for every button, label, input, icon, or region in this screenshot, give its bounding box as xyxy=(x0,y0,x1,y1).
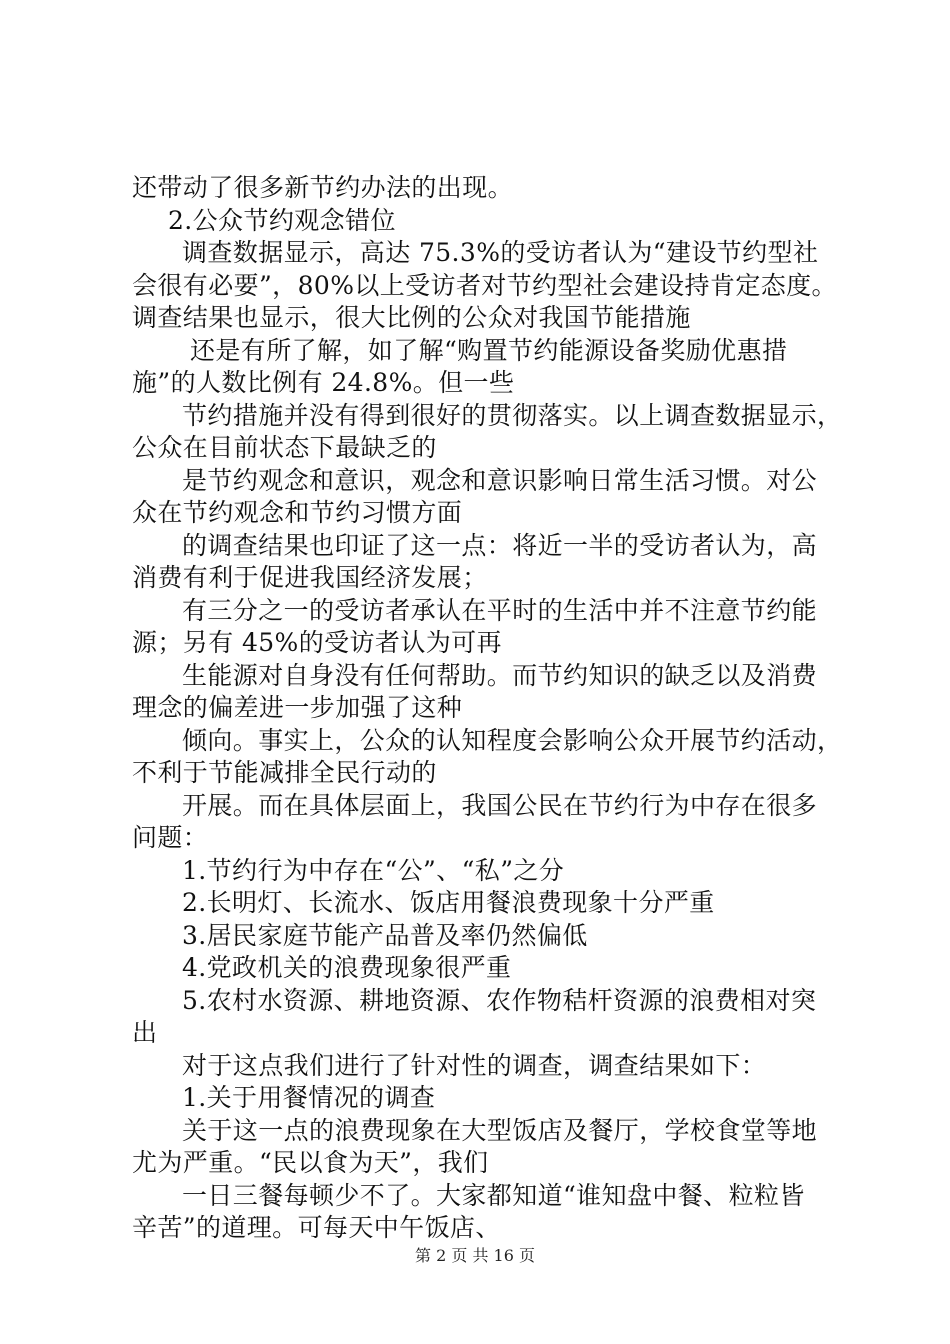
list-item: 4.党政机关的浪费现象很严重 xyxy=(182,953,512,982)
section-heading: 1.关于用餐情况的调查 xyxy=(182,1083,436,1112)
page-number-footer: 第 2 页 共 16 页 xyxy=(415,1246,535,1265)
list-item: 1.节约行为中存在“公”、“私”之分 xyxy=(182,855,565,885)
text-line: 尤为严重。“民以食为天”，我们 xyxy=(132,1148,489,1177)
text-line: 问题： xyxy=(132,823,209,852)
text-line: 消费有利于促进我国经济发展； xyxy=(132,563,488,592)
text-line: 节约措施并没有得到很好的贯彻落实。以上调查数据显示， xyxy=(182,400,843,430)
text-line: 一日三餐每顿少不了。大家都知道“谁知盘中餐、粒粒皆 xyxy=(182,1180,805,1210)
text-line: 的调查结果也印证了这一点：将近一半的受访者认为，高 xyxy=(182,530,818,560)
text-line: 会很有必要”，80%以上受访者对节约型社会建设持肯定态度。 xyxy=(132,270,837,300)
text-line: 倾向。事实上，公众的认知程度会影响公众开展节约活动， xyxy=(182,725,843,755)
document-body xyxy=(132,172,843,1245)
list-item: 5.农村水资源、耕地资源、农作物秸杆资源的浪费相对突 xyxy=(182,985,817,1015)
text-line: 施”的人数比例有 24.8%。但一些 xyxy=(132,368,515,397)
text-line: 辛苦”的道理。可每天中午饭店、 xyxy=(132,1213,501,1242)
text-line: 是节约观念和意识，观念和意识影响日常生活习惯。对公 xyxy=(182,465,818,495)
text-line: 关于这一点的浪费现象在大型饭店及餐厅，学校食堂等地 xyxy=(182,1115,818,1145)
list-item: 2.长明灯、长流水、饭店用餐浪费现象十分严重 xyxy=(182,888,715,917)
text-line: 理念的偏差进一步加强了这种 xyxy=(132,693,463,722)
list-item: 3.居民家庭节能产品普及率仍然偏低 xyxy=(182,920,588,950)
text-line: 公众在目前状态下最缺乏的 xyxy=(132,433,437,462)
text-line: 众在节约观念和节约习惯方面 xyxy=(132,498,463,527)
text-line: 调查结果也显示，很大比例的公众对我国节能措施 xyxy=(132,303,691,332)
text-line: 有三分之一的受访者承认在平时的生活中并不注意节约能 xyxy=(182,595,818,625)
text-line: 源；另有 45%的受访者认为可再 xyxy=(132,628,502,657)
text-line: 开展。而在具体层面上，我国公民在节约行为中存在很多 xyxy=(182,790,818,820)
text-line: 调查数据显示，高达 75.3%的受访者认为“建设节约型社 xyxy=(182,238,819,267)
text-line: 对于这点我们进行了针对性的调查，调查结果如下： xyxy=(182,1050,767,1080)
text-line: 出 xyxy=(132,1018,158,1047)
text-line: 还带动了很多新节约办法的出现。 xyxy=(132,173,514,202)
text-line: 不利于节能减排全民行动的 xyxy=(132,758,437,787)
section-heading: 2.公众节约观念错位 xyxy=(168,205,396,235)
text-line: 还是有所了解，如了解“购置节约能源设备奖励优惠措 xyxy=(190,335,788,365)
text-line: 生能源对自身没有任何帮助。而节约知识的缺乏以及消费 xyxy=(182,660,818,690)
